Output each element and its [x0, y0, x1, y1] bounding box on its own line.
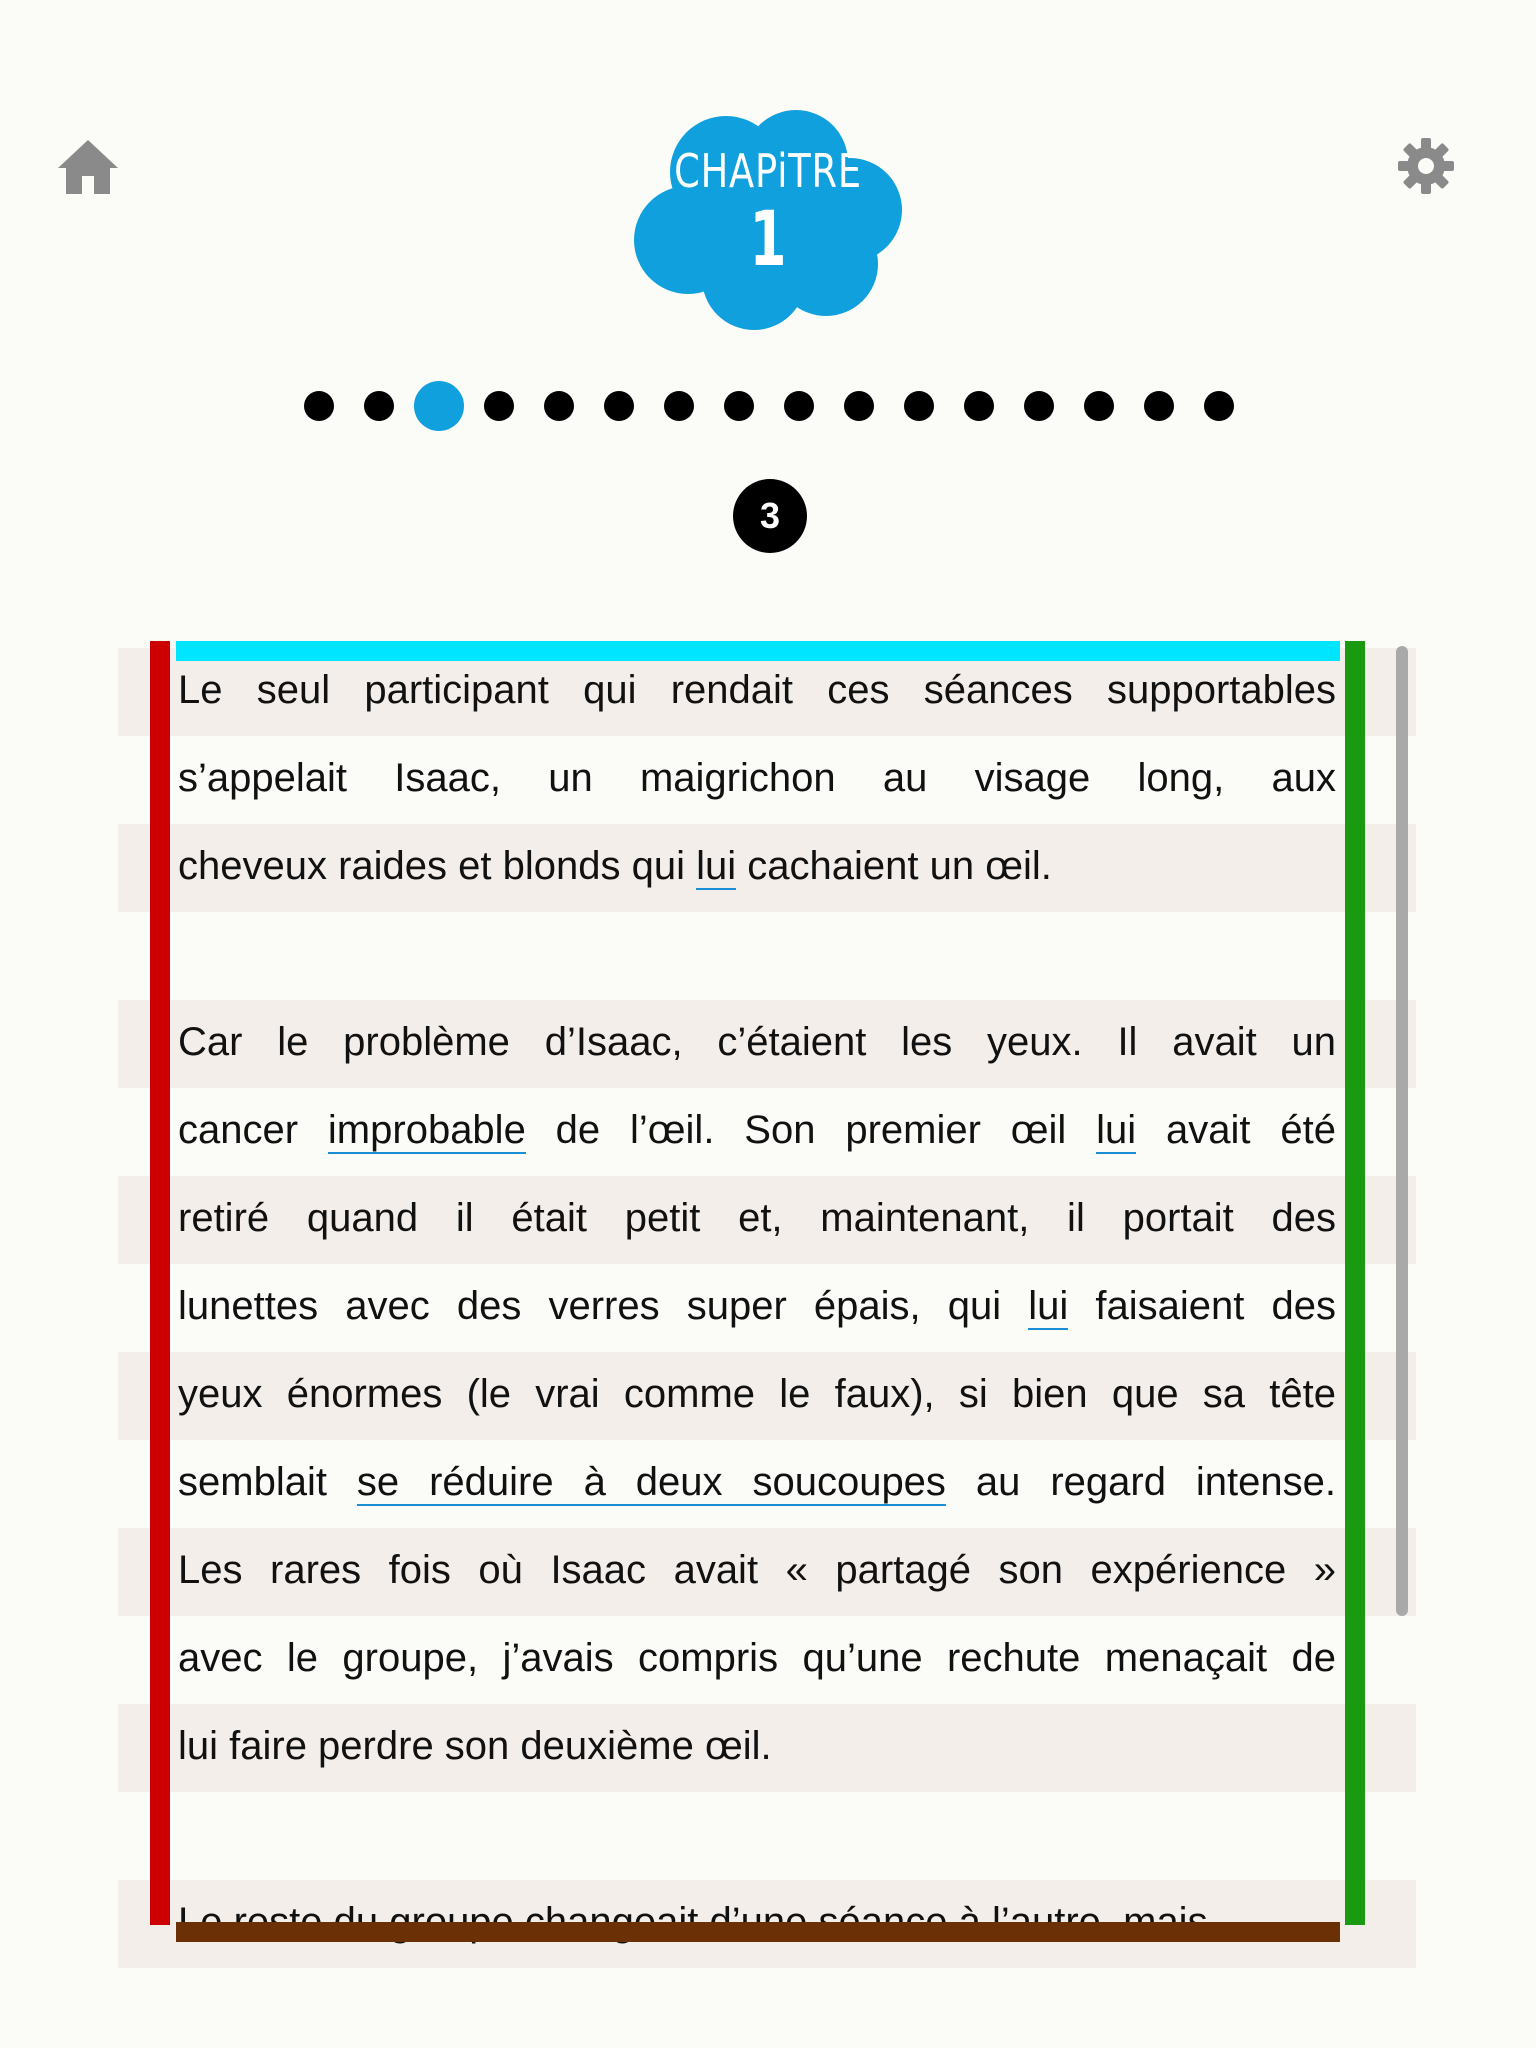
page-dot[interactable]	[1204, 391, 1234, 421]
glossary-link[interactable]: lui	[1096, 1108, 1137, 1152]
page-dot[interactable]	[664, 391, 694, 421]
page-number-badge: 3	[733, 479, 807, 553]
text-line	[118, 648, 1416, 736]
page-dot[interactable]	[414, 381, 464, 431]
text-line	[118, 1264, 1416, 1352]
glossary-link[interactable]: lui	[1028, 1284, 1069, 1328]
page-dot[interactable]	[904, 391, 934, 421]
gear-icon	[1396, 136, 1456, 196]
paragraph-text: avec le groupe, j’avais compris qu’une rechute menaçait de	[178, 1636, 1336, 1680]
page-dot[interactable]	[544, 391, 574, 421]
glossary-link[interactable]: se réduire à deux soucoupes	[356, 1460, 946, 1504]
page-dot[interactable]	[964, 391, 994, 421]
page-dot[interactable]	[1084, 391, 1114, 421]
highlight-bar-left	[150, 641, 170, 1925]
page-dot[interactable]	[784, 391, 814, 421]
highlight-bar-bottom	[176, 1922, 1340, 1942]
paragraph-text: s’appelait Isaac, un maigrichon au visage long, aux	[178, 756, 1336, 800]
page-dot[interactable]	[484, 391, 514, 421]
text-line	[118, 1440, 1416, 1528]
text-line	[118, 1792, 1416, 1880]
page-dot[interactable]	[844, 391, 874, 421]
home-button[interactable]	[56, 136, 120, 198]
text-line	[118, 1000, 1416, 1088]
reading-pane[interactable]	[118, 648, 1416, 1910]
highlight-bar-right	[1345, 641, 1365, 1925]
paragraph-text: cancer improbable de l’œil. Son premier œil lui avait été	[178, 1108, 1337, 1152]
text-line	[118, 1528, 1416, 1616]
text-line	[118, 736, 1416, 824]
text-line	[118, 1088, 1416, 1176]
home-icon	[56, 136, 120, 198]
page-dot[interactable]	[1144, 391, 1174, 421]
settings-button[interactable]	[1396, 136, 1456, 196]
page-dot[interactable]	[724, 391, 754, 421]
text-line	[118, 1704, 1416, 1792]
paragraph-text: Car le problème d’Isaac, c’étaient les yeux. Il avait un	[178, 1020, 1336, 1064]
text-line	[118, 1616, 1416, 1704]
page-dot[interactable]	[364, 391, 394, 421]
text-line	[118, 912, 1416, 1000]
paragraph-text: cheveux raides et blonds qui lui cachaient un œil.	[178, 844, 1052, 888]
text-line	[118, 824, 1416, 912]
paragraph-text: lunettes avec des verres super épais, qui lui faisaient des	[178, 1284, 1337, 1328]
scrollbar[interactable]	[1396, 646, 1408, 1616]
chapter-badge	[618, 102, 918, 334]
chapter-label: CHAPiTRE	[674, 144, 862, 198]
page-dot[interactable]	[604, 391, 634, 421]
text-line	[118, 1176, 1416, 1264]
chapter-number: 1	[749, 194, 787, 283]
text-line	[118, 1352, 1416, 1440]
paragraph-text: lui faire perdre son deuxième œil.	[178, 1724, 772, 1768]
glossary-link[interactable]: lui	[696, 844, 737, 888]
paragraph-text: yeux énormes (le vrai comme le faux), si bien que sa tête	[178, 1372, 1336, 1416]
paragraph-text: retiré quand il était petit et, maintenant, il portait des	[178, 1196, 1336, 1240]
highlight-bar-top	[176, 641, 1340, 661]
page-indicator	[0, 381, 1536, 431]
paragraph-text: semblait se réduire à deux soucoupes au regard intense.	[178, 1460, 1337, 1504]
page-dot[interactable]	[1024, 391, 1054, 421]
glossary-link[interactable]: improbable	[327, 1108, 526, 1152]
page-dot[interactable]	[304, 391, 334, 421]
paragraph-text: Les rares fois où Isaac avait « partagé son expérience »	[178, 1548, 1336, 1592]
paragraph-text: Le seul participant qui rendait ces séances supportables	[178, 668, 1336, 712]
